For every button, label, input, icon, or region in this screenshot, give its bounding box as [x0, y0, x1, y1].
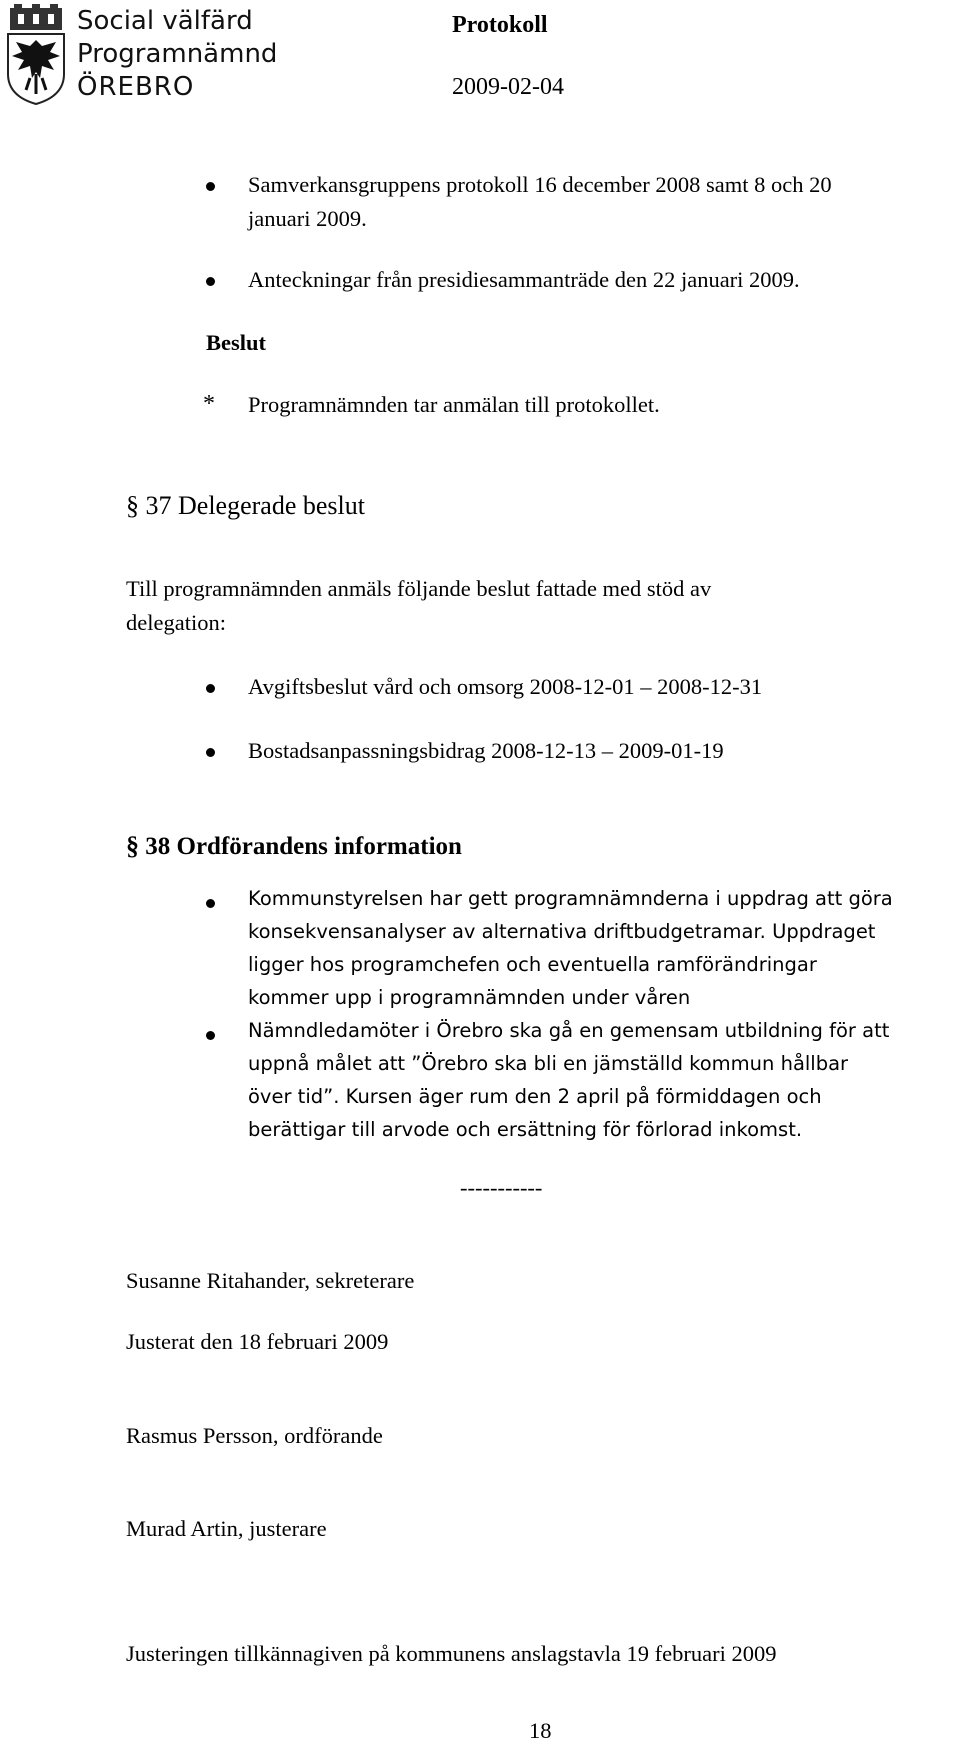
bullet-icon [206, 899, 215, 908]
section-38-title: 38 Ordförandens information [145, 833, 462, 860]
secretary-signature: Susanne Ritahander, sekreterare [126, 1268, 415, 1293]
section-38-heading [126, 831, 462, 861]
paragraph-icon: § [126, 491, 139, 520]
section-37-heading [126, 491, 365, 521]
list-item-line: konsekvensanalyser av alternativa driftbudgetramar. Uppdraget [248, 920, 876, 943]
notice-line: Justeringen tillkännagiven på kommunens anslagstavla 19 februari 2009 [126, 1641, 777, 1666]
paragraph-icon: § [126, 831, 139, 860]
list-item-line: januari 2009. [248, 206, 367, 231]
org-name-line-2: Programnämnd [77, 39, 278, 69]
page-number: 18 [529, 1718, 552, 1743]
list-item-line: ligger hos programchefen och eventuella ramförändringar [248, 953, 817, 976]
beslut-item: Programnämnden tar anmälan till protokollet. [248, 392, 660, 417]
section-37-intro-line: delegation: [126, 610, 226, 635]
list-item-line: över tid”. Kursen äger rum den 2 april på förmiddagen och [248, 1085, 822, 1108]
bullet-icon [206, 1031, 215, 1040]
org-name-line-3: ÖREBRO [77, 72, 195, 102]
adjuster-signature: Murad Artin, justerare [126, 1516, 327, 1541]
section-37-title: 37 Delegerade beslut [145, 491, 365, 520]
bullet-icon [206, 277, 215, 286]
chair-signature: Rasmus Persson, ordförande [126, 1423, 383, 1448]
document-date: 2009-02-04 [452, 74, 564, 100]
list-item-line: Nämndledamöter i Örebro ska gå en gemensam utbildning för att [248, 1019, 890, 1042]
document-title: Protokoll [452, 12, 548, 38]
list-item: Avgiftsbeslut vård och omsorg 2008-12-01 – 2008-12-31 [248, 674, 763, 699]
list-item-line: Samverkansgruppens protokoll 16 december 2008 samt 8 och 20 [248, 172, 832, 197]
list-item-line: kommer upp i programnämnden under våren [248, 986, 691, 1009]
bullet-icon [206, 684, 215, 693]
list-item-line: Anteckningar från presidiesammanträde den 22 januari 2009. [248, 267, 800, 292]
bullet-icon [206, 182, 215, 191]
list-item-line: uppnå målet att ”Örebro ska bli en jämställd kommun hållbar [248, 1052, 849, 1075]
org-name-line-1: Social välfärd [77, 6, 253, 36]
list-item: Bostadsanpassningsbidrag 2008-12-13 – 2009-01-19 [248, 738, 724, 763]
orebro-coat-of-arms-icon [4, 4, 68, 108]
bullet-icon [206, 748, 215, 757]
beslut-label: Beslut [206, 330, 267, 355]
list-item-line: Kommunstyrelsen har gett programnämnderna i uppdrag att göra [248, 887, 893, 910]
list-item-line: berättigar till arvode och ersättning för förlorad inkomst. [248, 1118, 803, 1141]
section-37-intro-line: Till programnämnden anmäls följande beslut fattade med stöd av [126, 576, 712, 601]
separator: ----------- [460, 1175, 543, 1200]
adjusted-date: Justerat den 18 februari 2009 [126, 1329, 389, 1354]
asterisk-bullet-icon: * [203, 391, 215, 417]
